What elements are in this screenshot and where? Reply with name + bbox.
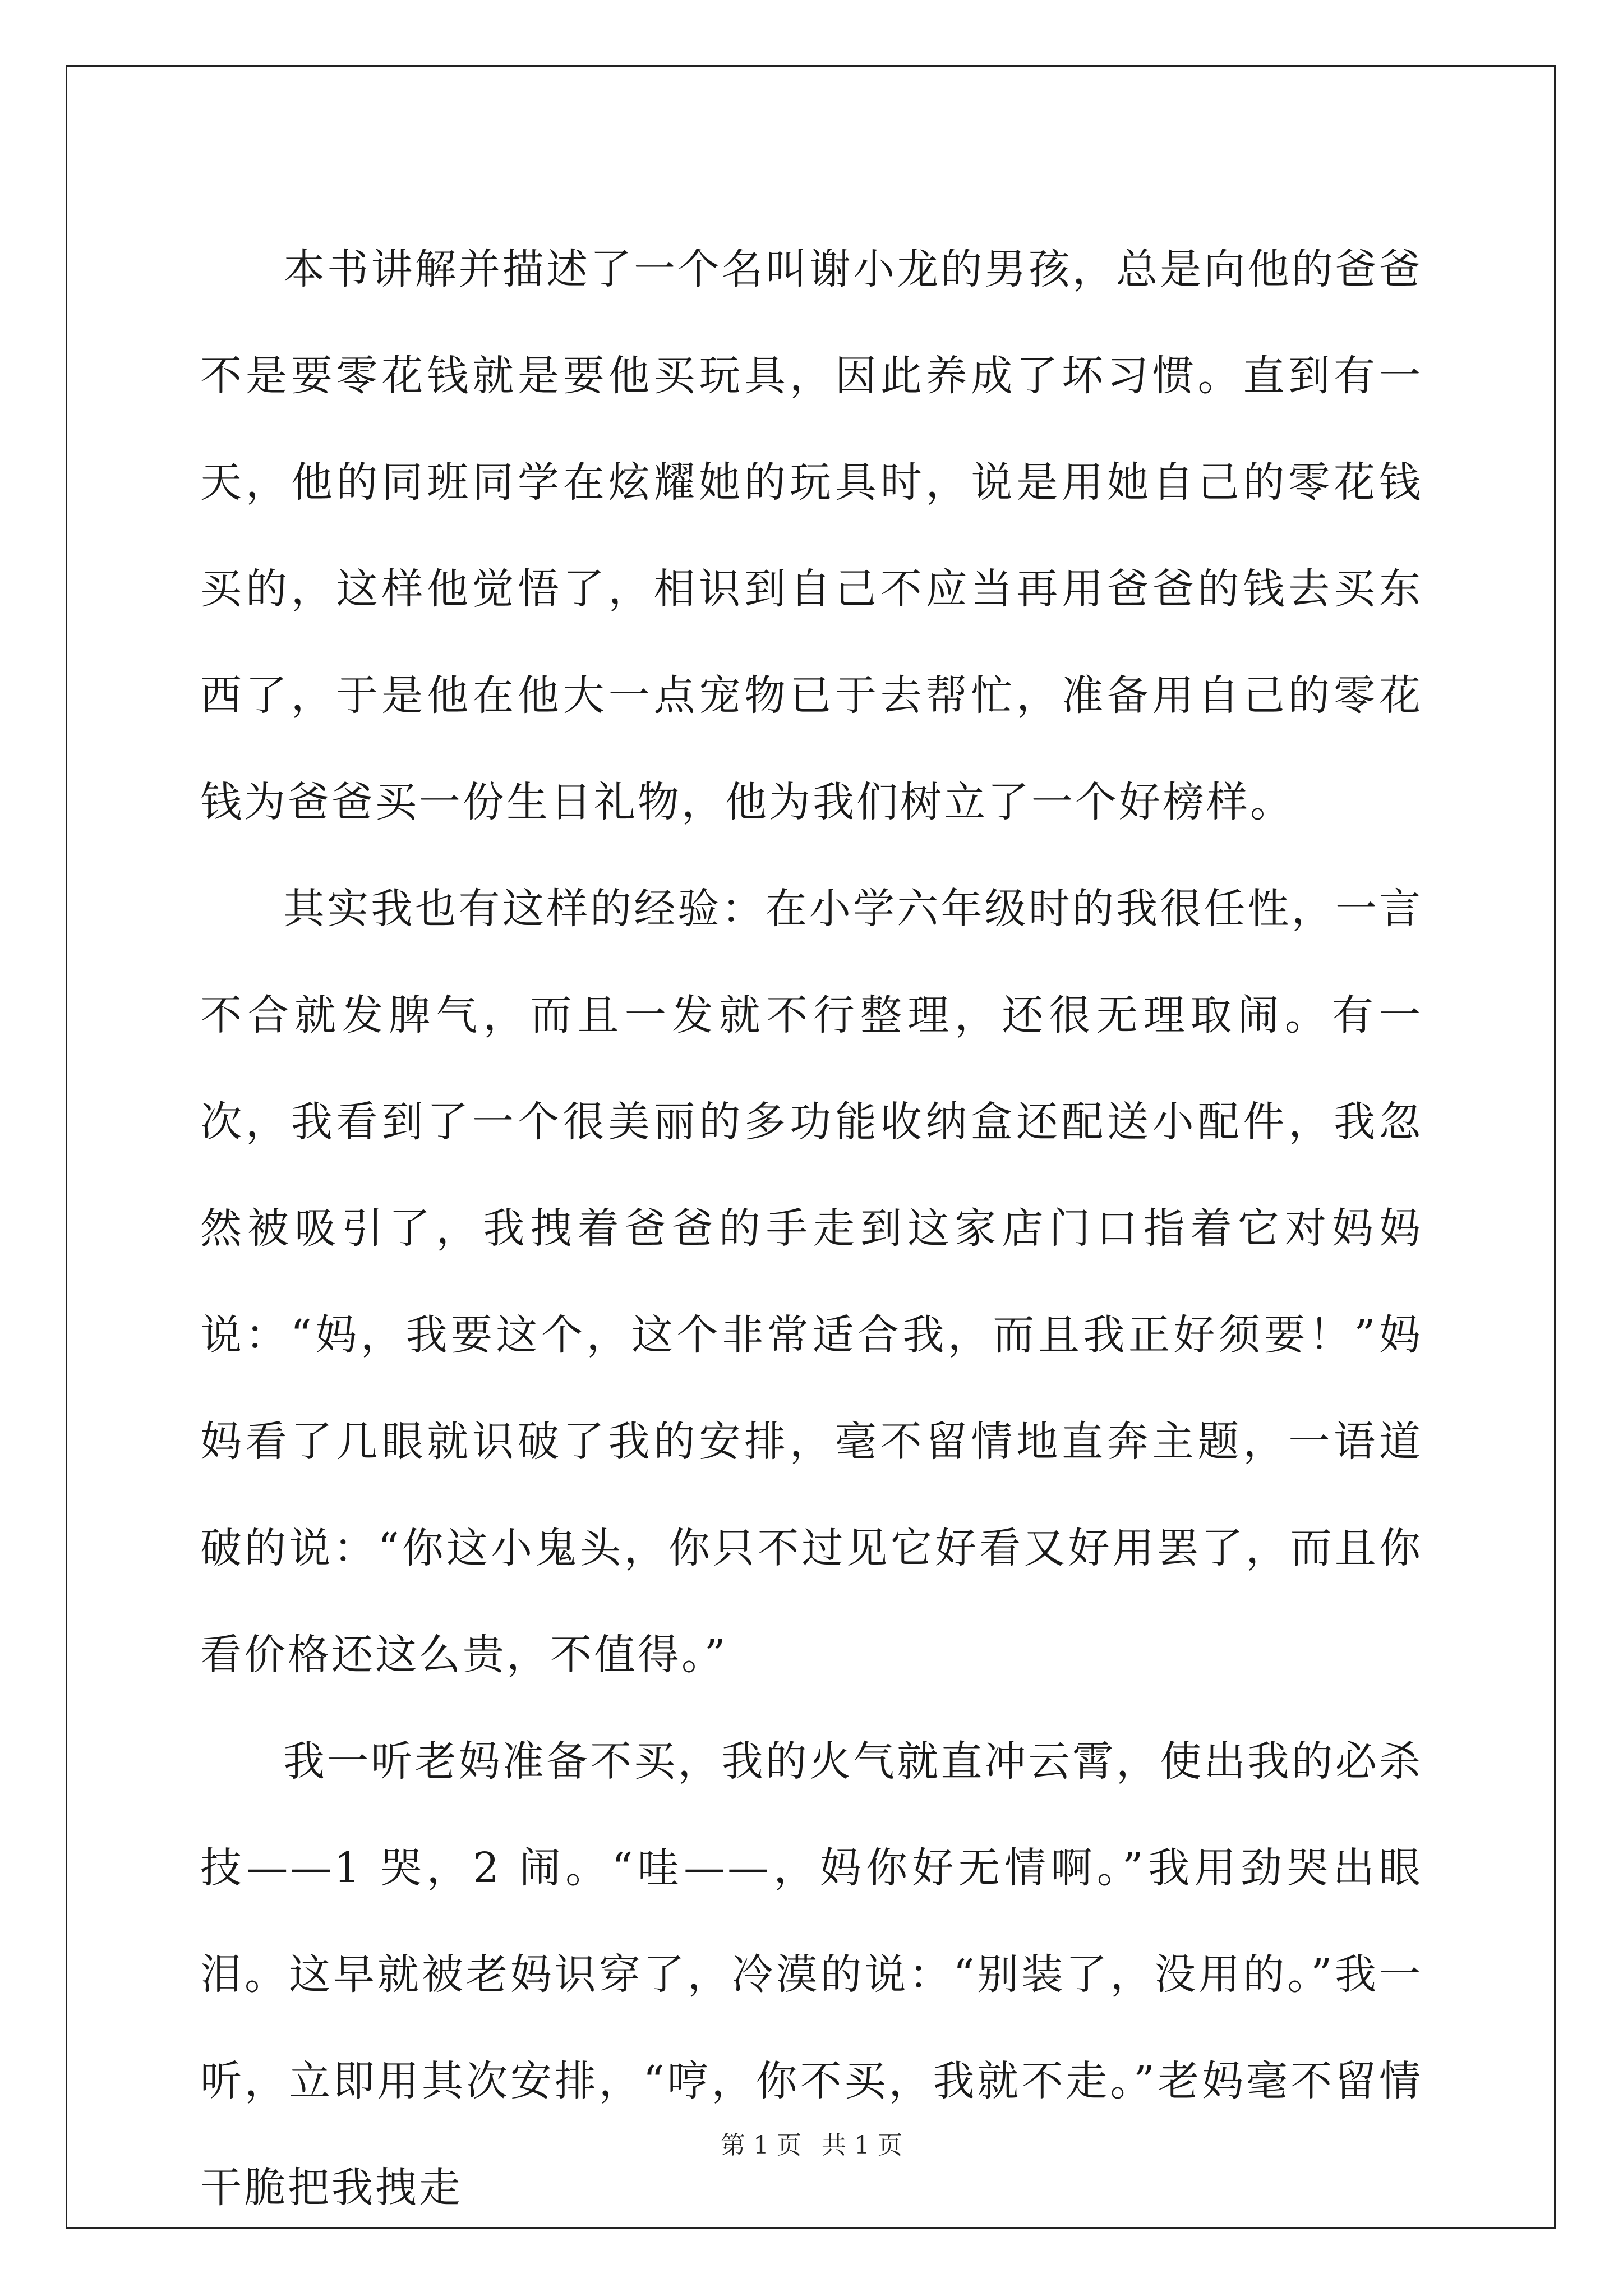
paragraph: 我一听老妈准备不买，我的火气就直冲云霄，使出我的必杀技——1 哭，2 闹。“哇——，妈你好无情啊。”我用劲哭出眼泪。这早就被老妈识穿了，冷漠的说：“别装了，没用的。”我一听，立即用其次安排，“哼，你不买，我就不走。”老妈毫不留情干脆把我拽走	[200, 1737, 1423, 2212]
paragraph: 其实我也有这样的经验：在小学六年级时的我很任性，一言不合就发脾气，而且一发就不行整理，还很无理取闹。有一次，我看到了一个很美丽的多功能收纳盒还配送小配件，我忽然被吸引了，我拽着爸爸的手走到这家店门口指着它对妈妈说：“妈，我要这个，这个非常适合我，而且我正好须要！”妈妈看了几眼就识破了我的安排，毫不留情地直奔主题，一语道破的说：“你这小鬼头，你只不过见它好看又好用罢了，而且你看价格还这么贵，不值得。”	[200, 885, 1423, 1679]
document-body	[200, 216, 1423, 2241]
page-footer	[0, 2129, 1623, 2162]
paragraph: 本书讲解并描述了一个名叫谢小龙的男孩，总是向他的爸爸不是要零花钱就是要他买玩具，因此养成了坏习惯。直到有一天，他的同班同学在炫耀她的玩具时，说是用她自己的零花钱买的，这样他觉悟了，相识到自己不应当再用爸爸的钱去买东西了，于是他在他大一点宠物已于去帮忙，准备用自己的零花钱为爸爸买一份生日礼物，他为我们树立了一个好榜样。	[200, 245, 1423, 826]
page-number: 第 1 页	[721, 2131, 801, 2160]
page-total: 共 1 页	[822, 2131, 902, 2160]
